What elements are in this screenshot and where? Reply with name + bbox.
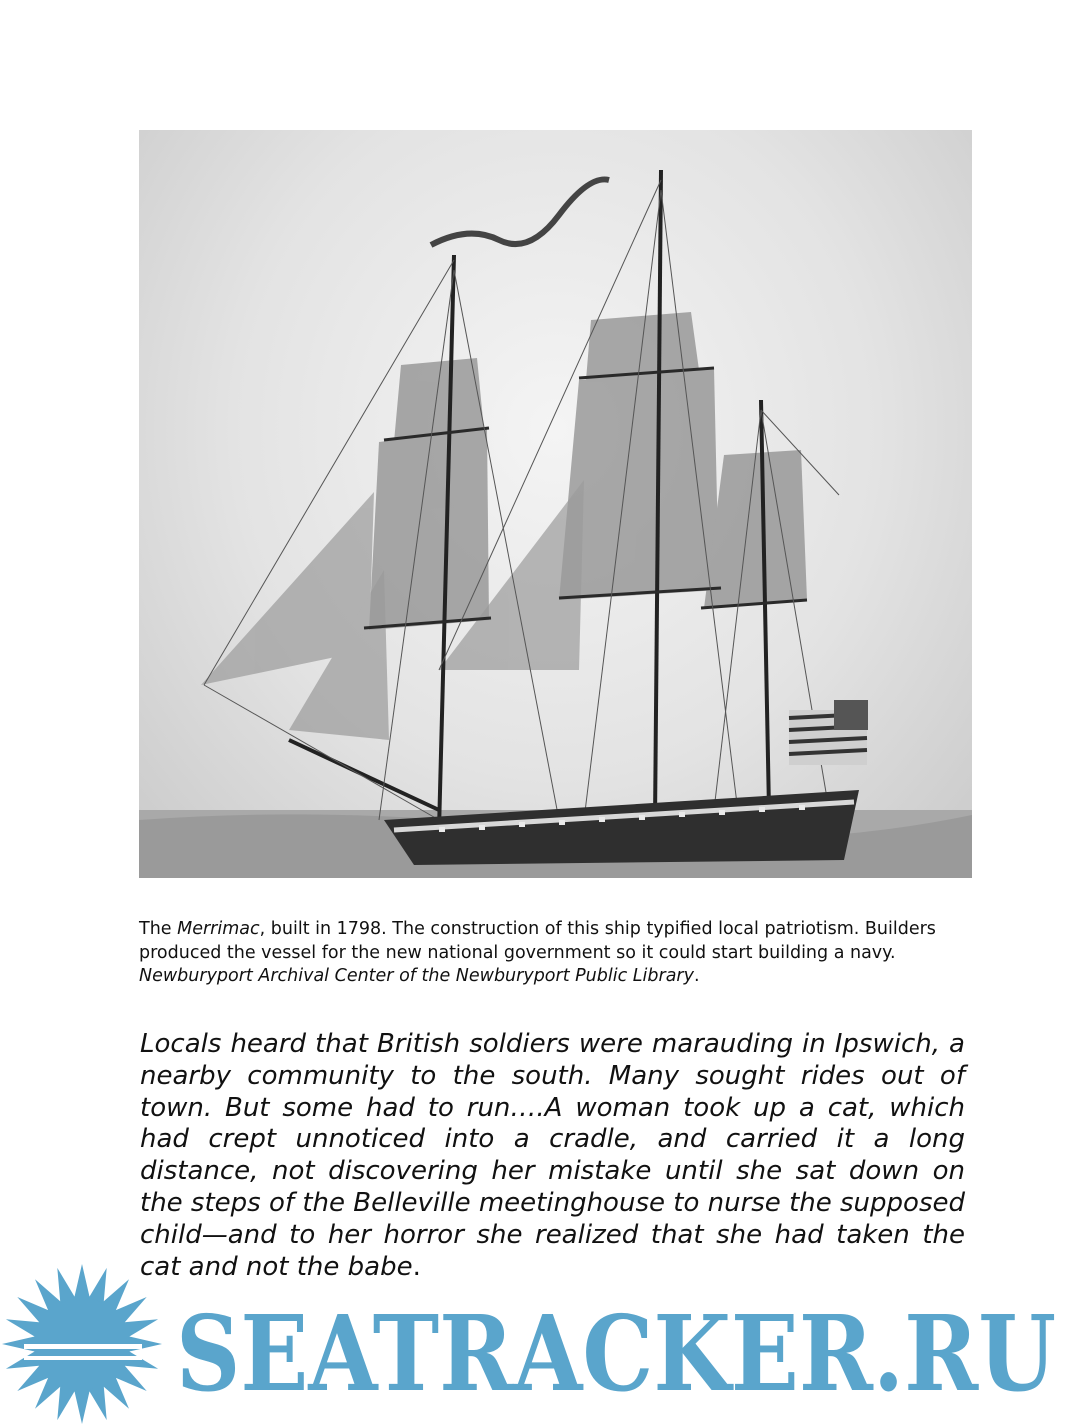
quote-text: Locals heard that British soldiers were marauding in Ipswich, a nearby community to the south. Many sought rides out of town. But some had to run….A woman took up a cat, which had crept unnoticed into a cradle, and carried it a long distance, not discovering her mistake until she sat down on the steps of the Belleville meetinghouse to nurse the supposed child—and to her horror she realized that she had taken the cat and not the babe bbox=[140, 1029, 965, 1282]
caption-body: , built in 1798. The construction of this ship typified local patriotism. Builders produced the vessel for the new national government so it could start building a navy. bbox=[139, 919, 936, 963]
ship-name: Merrimac bbox=[177, 919, 260, 939]
ship-illustration bbox=[139, 130, 972, 878]
caption-end: . bbox=[693, 966, 700, 986]
caption-credit: Newburyport Archival Center of the Newburyport Public Library bbox=[139, 966, 694, 986]
quote-paragraph bbox=[140, 1029, 965, 1283]
caption-lead: The bbox=[139, 919, 178, 939]
watermark bbox=[0, 1262, 1080, 1425]
sun-logo-icon bbox=[2, 1264, 162, 1424]
watermark-text: SEATRACKER.RU bbox=[176, 1292, 1056, 1415]
figure-caption bbox=[139, 918, 969, 989]
quote-end: . bbox=[412, 1251, 421, 1282]
